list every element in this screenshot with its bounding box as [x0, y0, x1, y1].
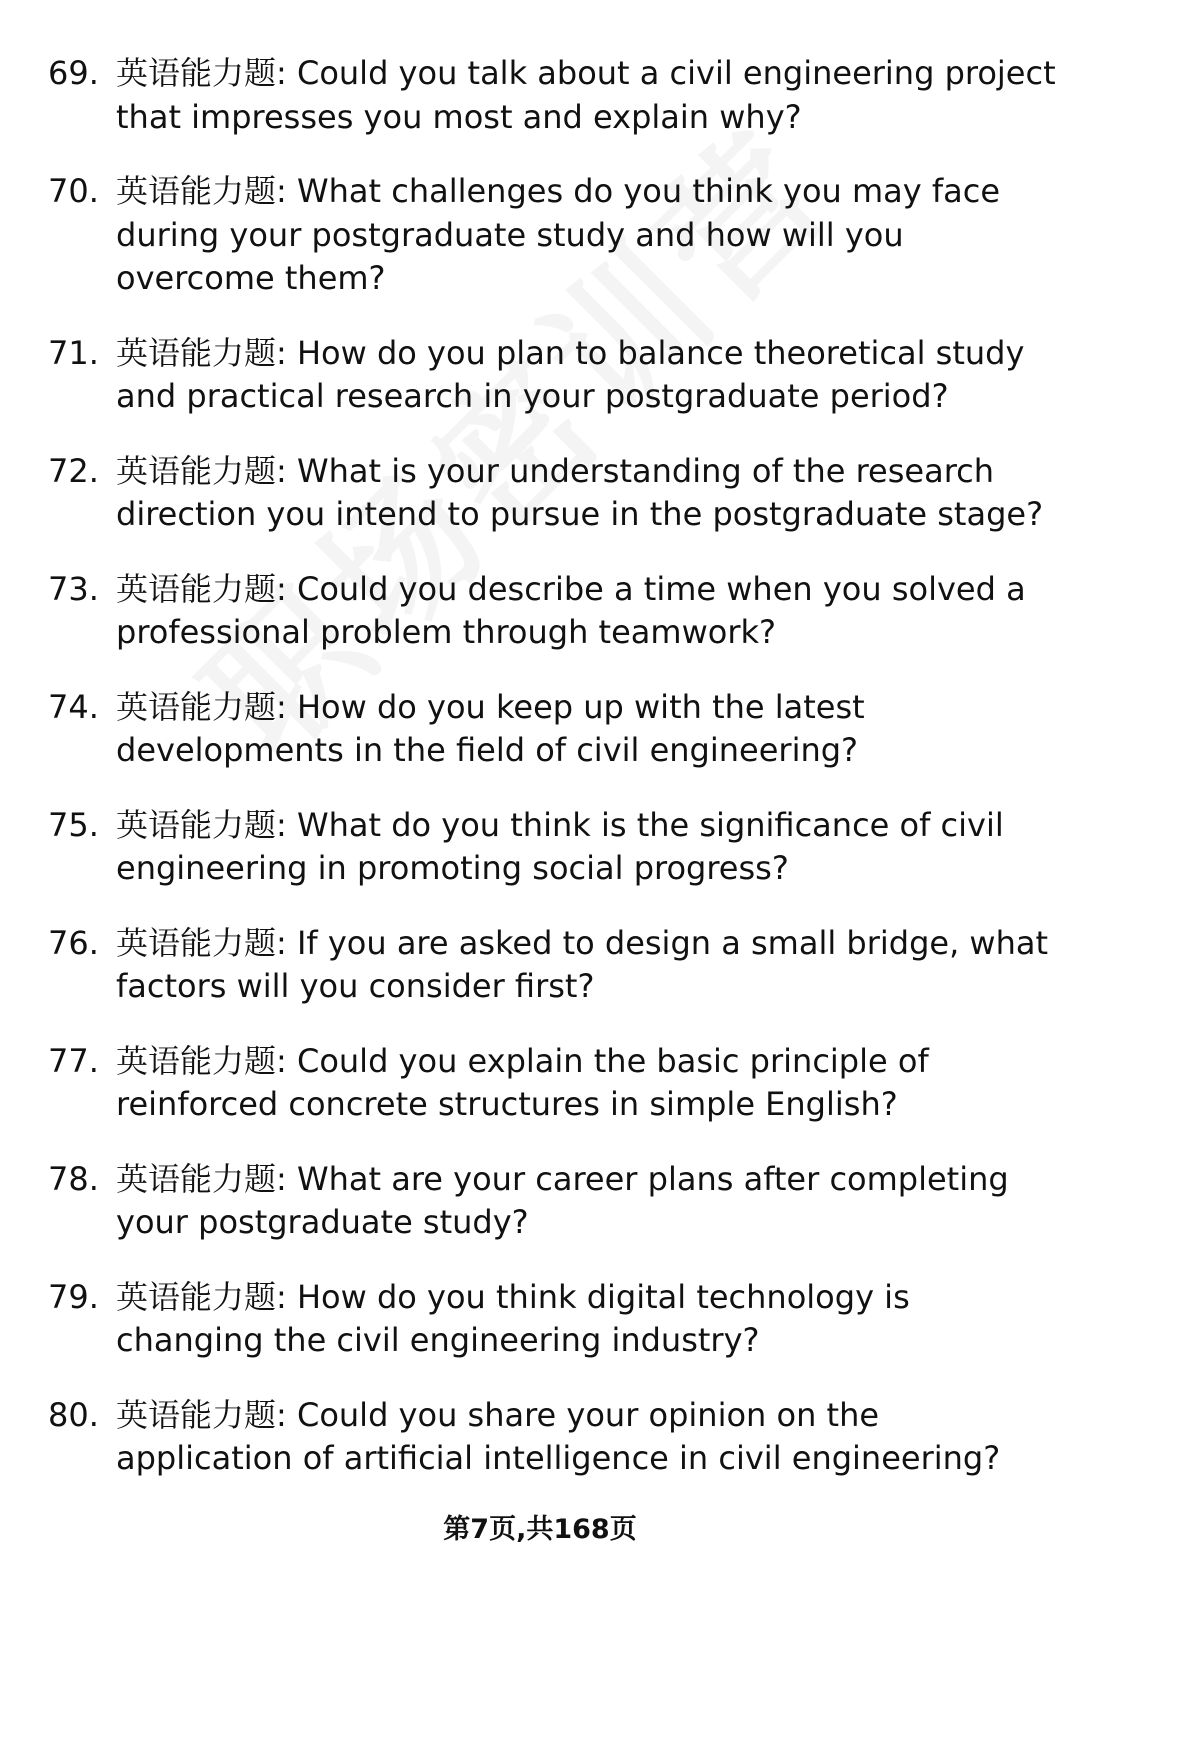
- question-number: 77.: [48, 1041, 99, 1080]
- question-item: [0, 1276, 1080, 1363]
- question-number: 76.: [48, 923, 99, 962]
- question-number: 80.: [48, 1395, 99, 1434]
- question-text: What do you think is the significance of civil engineering in promoting social progress?: [116, 805, 1004, 887]
- question-category: 英语能力题:: [116, 1159, 287, 1198]
- question-text: How do you plan to balance theoretical study and practical research in your postgraduate period?: [116, 333, 1025, 415]
- question-list: [0, 52, 1080, 1512]
- question-category: 英语能力题:: [116, 172, 287, 210]
- question-item: [0, 568, 1080, 655]
- question-number: 79.: [48, 1277, 99, 1316]
- question-text: Could you explain the basic principle of reinforced concrete structures in simple English?: [116, 1041, 929, 1123]
- question-category: 英语能力题:: [116, 451, 287, 490]
- question-text: Could you describe a time when you solved a professional problem through teamwork?: [116, 569, 1026, 651]
- question-item: [0, 686, 1080, 773]
- question-item: [0, 922, 1080, 1009]
- question-category: 英语能力题:: [116, 333, 287, 372]
- question-category: 英语能力题:: [116, 923, 287, 962]
- question-number: 74.: [48, 687, 99, 726]
- question-category: 英语能力题:: [116, 805, 287, 844]
- question-item: [0, 804, 1080, 891]
- question-item: [0, 52, 1080, 139]
- question-category: 英语能力题:: [116, 687, 287, 726]
- question-text: Could you talk about a civil engineering project that impresses you most and explain why?: [116, 54, 1056, 136]
- question-item: [0, 1394, 1080, 1481]
- question-text: What challenges do you think you may face during your postgraduate study and how will you overcome them?: [116, 172, 1001, 297]
- question-text: What is your understanding of the research direction you intend to pursue in the postgraduate stage?: [116, 451, 1044, 533]
- question-item: [0, 1040, 1080, 1127]
- question-number: 71.: [48, 333, 99, 372]
- question-item: [0, 332, 1080, 419]
- question-text: What are your career plans after completing your postgraduate study?: [116, 1159, 1009, 1241]
- question-category: 英语能力题:: [116, 1277, 287, 1316]
- question-number: 69.: [48, 54, 99, 92]
- question-number: 72.: [48, 451, 99, 490]
- question-text: How do you think digital technology is changing the civil engineering industry?: [116, 1277, 910, 1359]
- question-item: [0, 450, 1080, 537]
- question-number: 78.: [48, 1159, 99, 1198]
- question-text: How do you keep up with the latest developments in the field of civil engineering?: [116, 687, 865, 769]
- question-text: If you are asked to design a small bridge, what factors will you consider first?: [116, 923, 1049, 1005]
- question-number: 75.: [48, 805, 99, 844]
- question-category: 英语能力题:: [116, 569, 287, 608]
- question-category: 英语能力题:: [116, 1395, 287, 1434]
- question-number: 70.: [48, 172, 99, 210]
- question-number: 73.: [48, 569, 99, 608]
- question-text: Could you share your opinion on the application of artificial intelligence in civil engineering?: [116, 1395, 1001, 1477]
- question-item: [0, 170, 1080, 301]
- question-item: [0, 1158, 1080, 1245]
- question-category: 英语能力题:: [116, 1041, 287, 1080]
- page-number-footer: 第7页,共168页: [443, 1514, 637, 1545]
- question-category: 英语能力题:: [116, 54, 287, 92]
